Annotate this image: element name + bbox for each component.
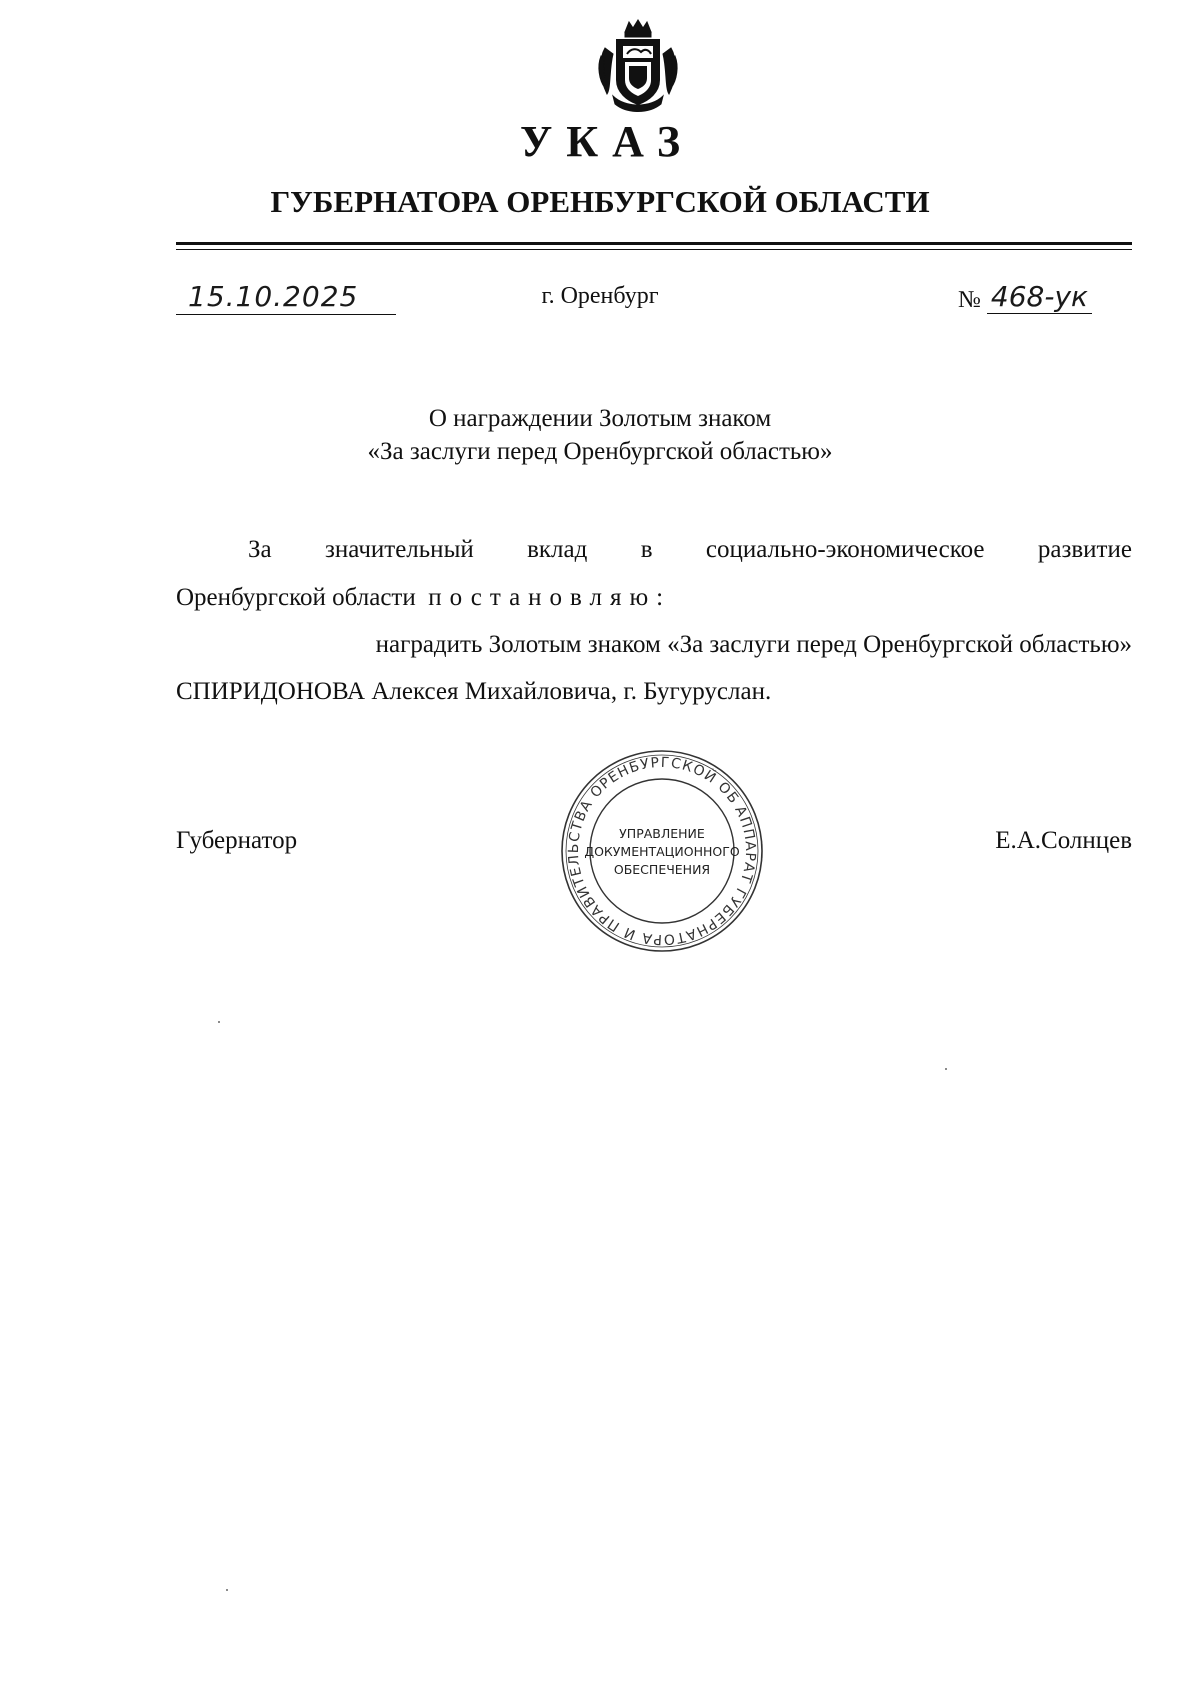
paragraph-1-line-2 <box>176 584 1132 612</box>
number-field <box>958 280 1092 314</box>
paragraph-2-line-1: наградить Золотым знаком «За заслуги перед Оренбургской областью» <box>375 631 1132 658</box>
title-line-1: О награждении Золотым знаком <box>428 405 772 432</box>
number-label: № <box>958 287 981 313</box>
scan-speck <box>218 1021 220 1023</box>
seal-inner-line-3: ОБЕСПЕЧЕНИЯ <box>613 862 711 877</box>
scan-speck <box>945 1068 947 1070</box>
title-line-2: «За заслуги перед Оренбургской областью» <box>367 438 833 465</box>
document-number: 468-ук <box>987 280 1092 314</box>
word: развитие <box>1037 536 1132 563</box>
paragraph-2-line-2: СПИРИДОНОВА Алексея Михайловича, г. Бугуруслан. <box>176 678 772 705</box>
scan-speck <box>226 1589 228 1591</box>
paragraph-1-line-1 <box>176 536 1132 564</box>
document-type: УКАЗ <box>519 117 695 166</box>
word: вклад <box>527 536 588 563</box>
document-date: 15.10.2025 <box>188 280 359 313</box>
official-seal <box>557 746 767 956</box>
document-title <box>0 402 1200 468</box>
paragraph-1-text: Оренбургской области <box>176 584 416 611</box>
issue-city: г. Оренбург <box>541 283 659 309</box>
resolve-word: постановляю: <box>428 584 672 611</box>
seal-outer-text: АППАРАТ ГУБЕРНАТОРА И ПРАВИТЕЛЬСТВА ОРЕНБУРГСКОЙ ОБЛАСТИ <box>565 754 759 948</box>
word: социально-экономическое <box>705 536 985 563</box>
seal-inner-line-1: УПРАВЛЕНИЕ <box>619 826 705 841</box>
signer-position: Губернатор <box>176 827 298 854</box>
word: значительный <box>324 536 474 563</box>
word: За <box>248 536 272 563</box>
document-issuer: ГУБЕРНАТОРА ОРЕНБУРГСКОЙ ОБЛАСТИ <box>270 184 930 219</box>
coat-of-arms-icon <box>595 18 681 116</box>
signer-name: Е.А.Солнцев <box>995 827 1132 854</box>
header-rule-thick <box>176 242 1132 245</box>
word: в <box>640 536 653 563</box>
header-rule-thin <box>176 249 1132 250</box>
seal-inner-line-2: ДОКУМЕНТАЦИОННОГО <box>584 844 740 859</box>
